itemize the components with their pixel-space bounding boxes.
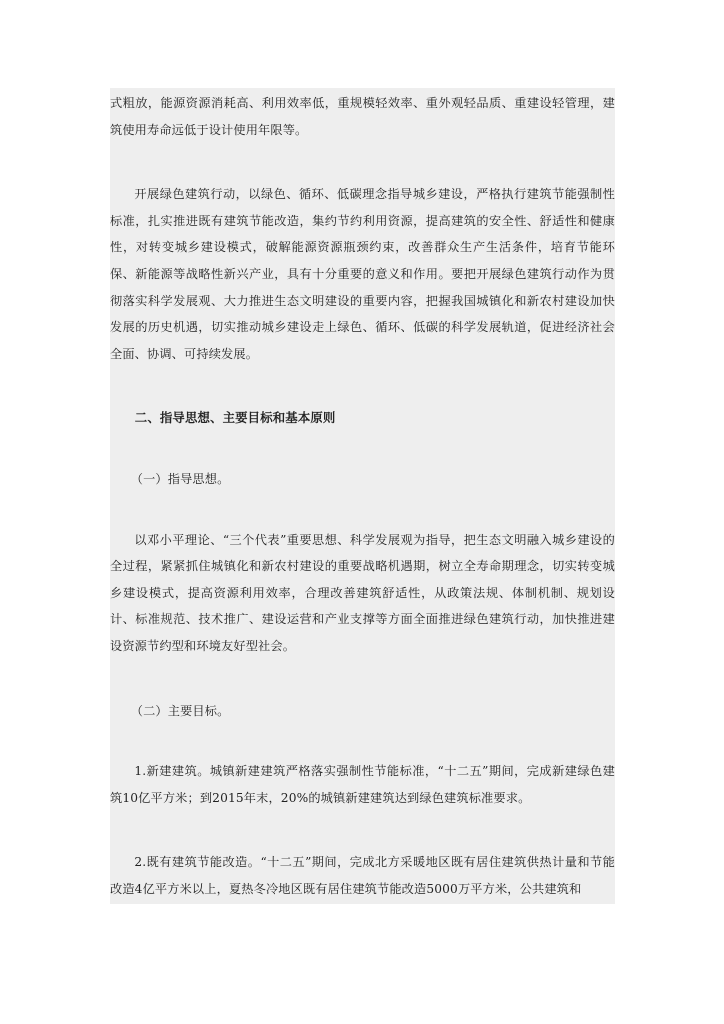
paragraph-gap — [110, 726, 615, 756]
paragraph-green-building-action: 开展绿色建筑行动，以绿色、循环、低碳理念指导城乡建设，严格执行建筑节能强制性标准，扎实推进既有建筑节能改造，集约节约利用资源，提高建筑的安全性、舒适性和健康性，对转变城乡建设模式，破解能源资源瓶颈约束，改善群众生产生活条件，培育节能环保、新能源等战略性新兴产业，具有十分重要的意义和作用。要把开展绿色建筑行动作为贯彻落实科学发展观、大力推进生态文明建设的重要内容，把握我国城镇化和新农村建设加快发展的历史机遇，切实推动城乡建设走上绿色、循环、低碳的科学发展轨道，促进经济社会全面、协调、可持续发展。 — [110, 187, 615, 361]
paragraph-existing-building-retrofit: 2.既有建筑节能改造。“十二五”期间，完成北方采暖地区既有居住建筑供热计量和节能改造4亿平方米以上，夏热冬冷地区既有居住建筑节能改造5000万平方米，公共建筑和 — [110, 855, 615, 896]
subsection-heading-main-goals: （二）主要目标。 — [130, 703, 230, 718]
paragraph-gap — [110, 145, 615, 179]
paragraph-continuation: 式粗放，能源资源消耗高、利用效率低，重规模轻效率、重外观轻品质、重建设轻管理，建筑使用寿命远低于设计使用年限等。 — [110, 96, 615, 137]
paragraph-guiding-ideology: 以邓小平理论、“三个代表”重要思想、科学发展观为指导，把生态文明融入城乡建设的全过程，紧紧抓住城镇化和新农村建设的重要战略机遇期，树立全寿命期理念，切实转变城乡建设模式，提高资源利用效率，合理改善建筑舒适性，从政策法规、体制机制、规划设计、标准规范、技术推广、建设运营和产业支撑等方面全面推进绿色建筑行动，加快推进建设资源节约型和环境友好型社会。 — [110, 532, 615, 653]
document-body — [110, 88, 615, 904]
paragraph-gap — [110, 662, 615, 696]
paragraph-gap — [110, 495, 615, 525]
paragraph-gap — [110, 434, 615, 464]
paragraph-gap — [110, 813, 615, 847]
subsection-heading-guiding-ideology: （一）指导思想。 — [130, 471, 230, 486]
paragraph-new-buildings: 1.新建建筑。城镇新建建筑严格落实强制性节能标准，“十二五”期间，完成新建绿色建筑10亿平方米；到2015年末，20%的城镇新建建筑达到绿色建筑标准要求。 — [110, 764, 615, 805]
section-heading: 二、指导思想、主要目标和基本原则 — [134, 410, 336, 426]
paragraph-gap — [110, 369, 615, 403]
